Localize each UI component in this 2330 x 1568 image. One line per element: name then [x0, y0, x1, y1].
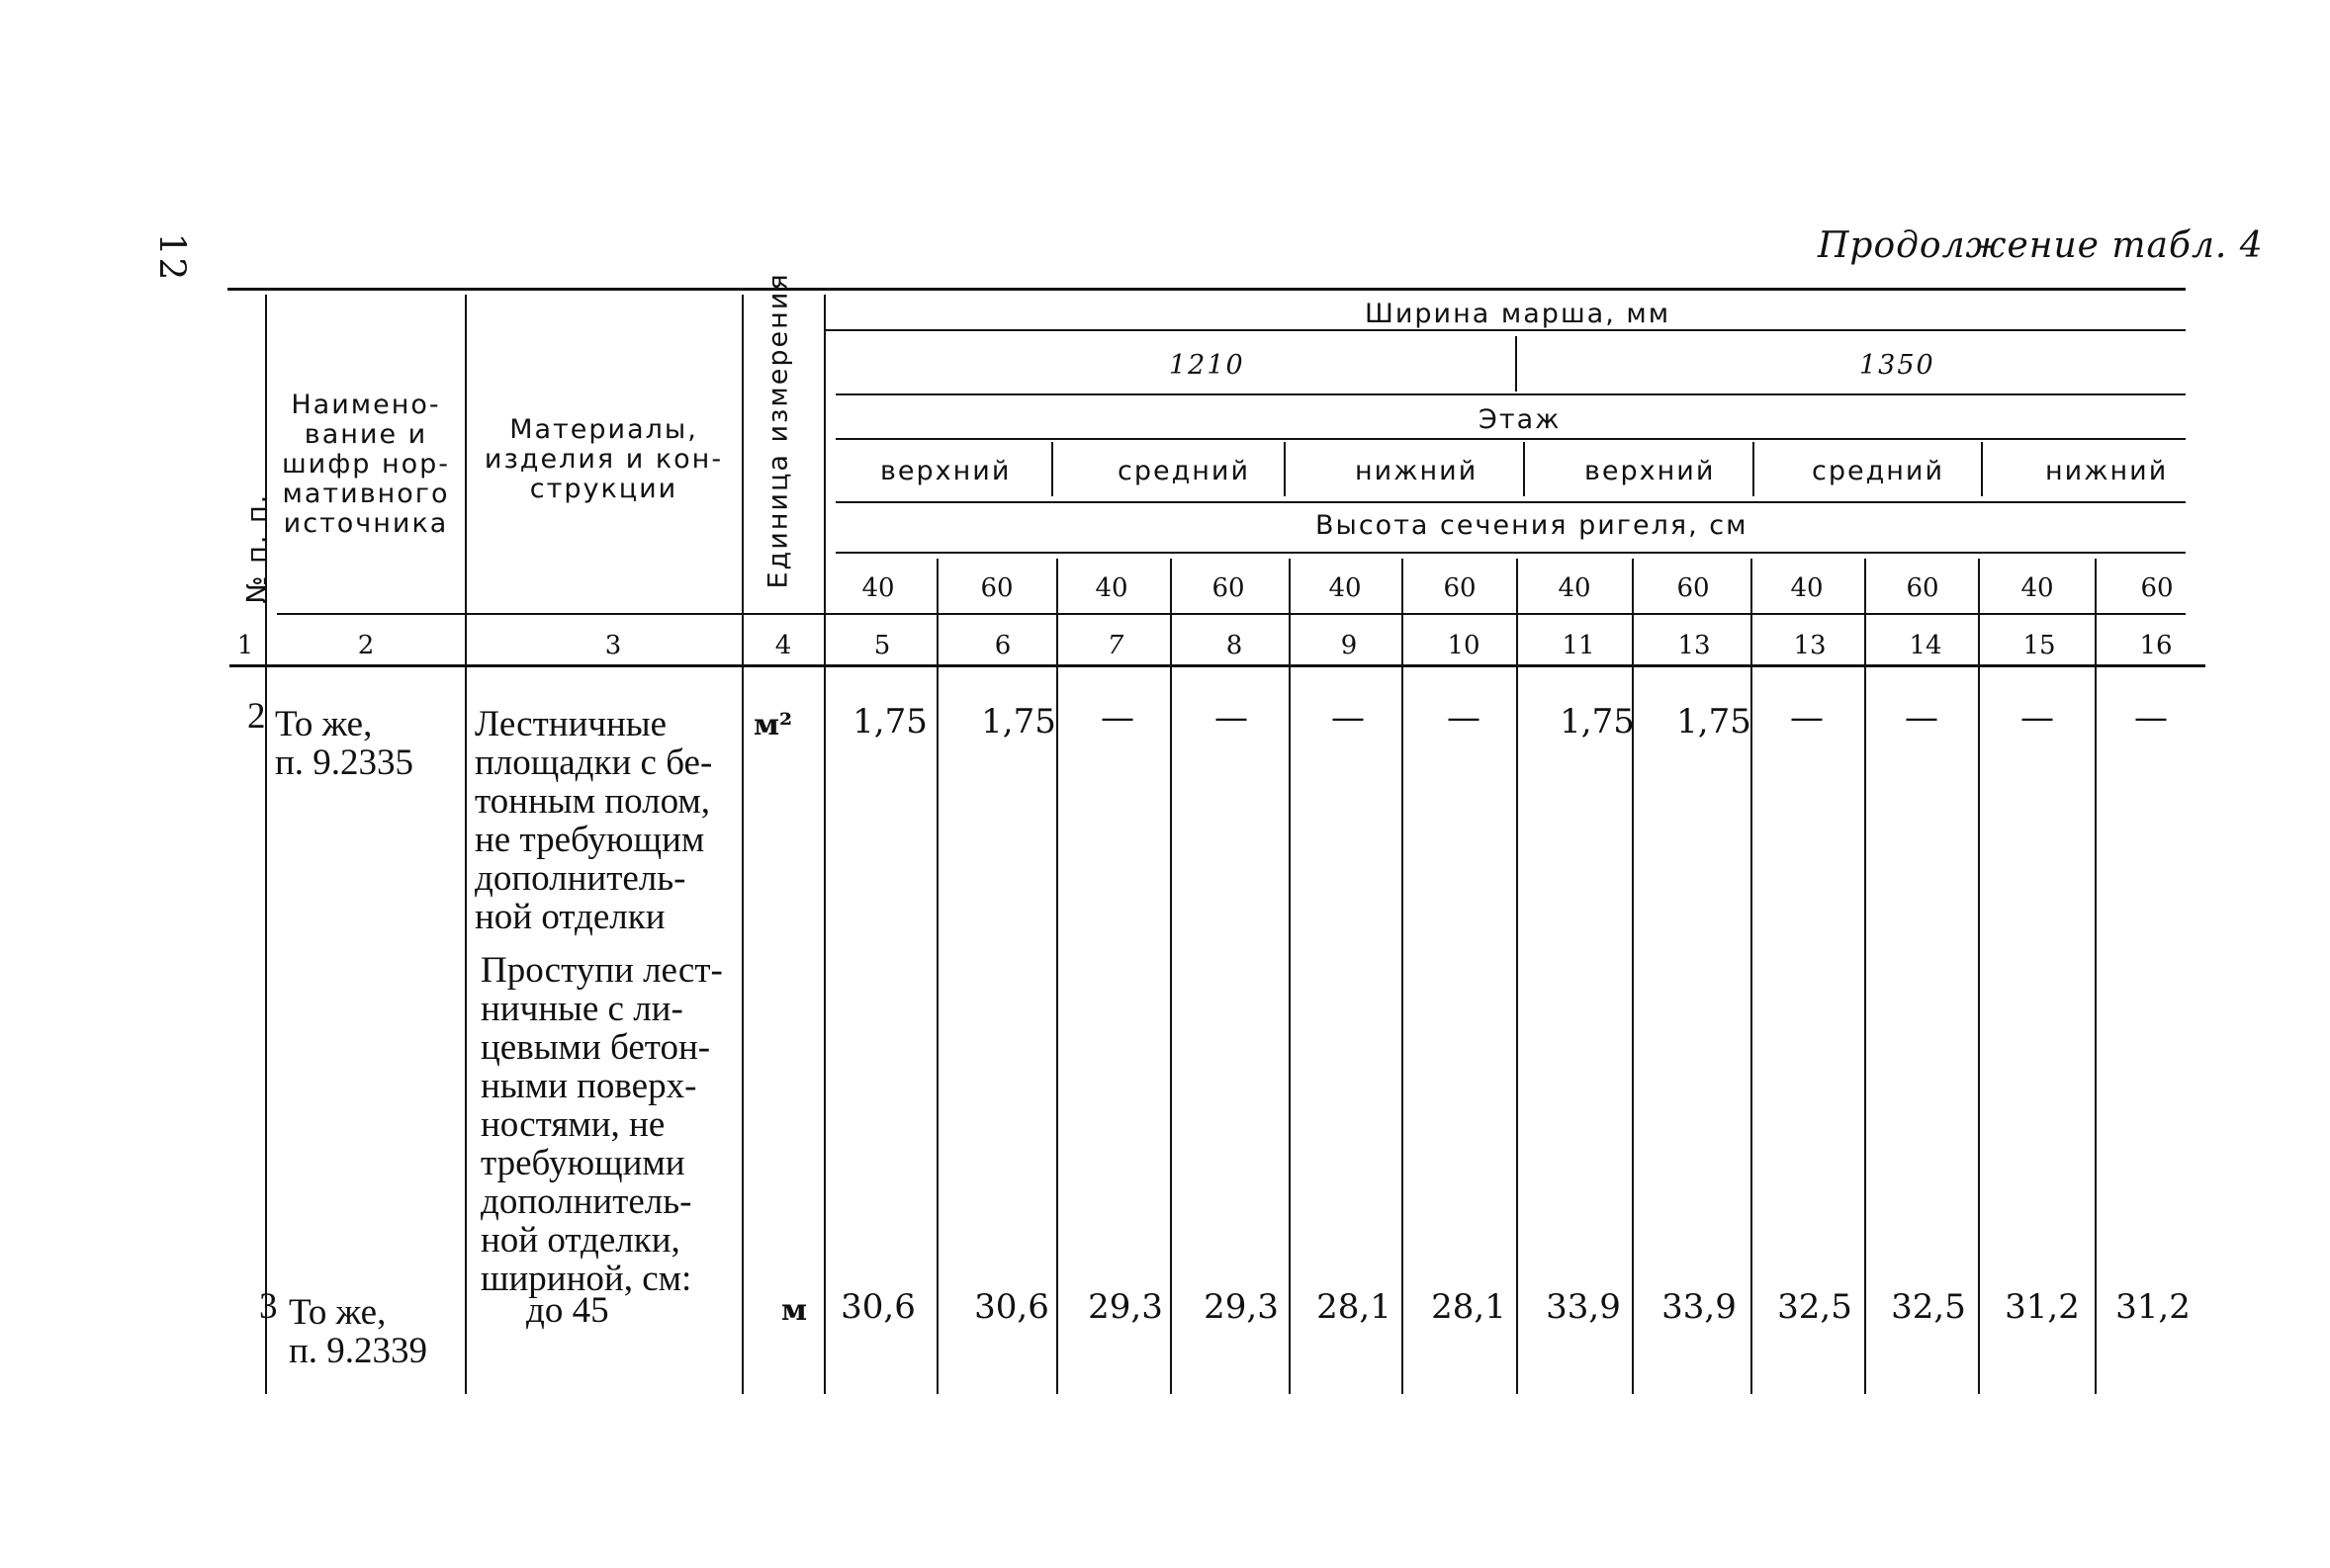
table-cell: 31,2 — [2115, 1287, 2191, 1327]
row-material: Лестничные площадки с бе- тонным полом, не требующим дополнитель- ной отделки — [475, 704, 713, 937]
header-width-1210: 1210 — [1169, 350, 1245, 381]
column-number: 2 — [357, 631, 375, 660]
column-number: 11 — [1562, 631, 1595, 660]
floor-label: нижний — [1355, 456, 1479, 486]
table-cell: 31,2 — [2005, 1287, 2080, 1327]
header-march-width: Ширина марша, мм — [1365, 299, 1671, 329]
table-cell: — — [2020, 698, 2054, 738]
floor-label: средний — [1118, 456, 1251, 486]
header-beam-height: Высота сечения ригеля, см — [1315, 510, 1748, 541]
table-cell: — — [1331, 698, 1365, 738]
table-cell: 1,75 — [852, 702, 928, 741]
table-cell: — — [1790, 698, 1824, 738]
row-number: 3 — [259, 1286, 278, 1327]
height-label: 60 — [1906, 573, 1939, 603]
table-cell: 1,75 — [1676, 702, 1751, 741]
header-floor: Этаж — [1479, 404, 1562, 435]
table-cell: — — [2134, 698, 2168, 738]
page-number: 12 — [150, 232, 192, 283]
height-label: 60 — [2140, 573, 2174, 603]
header-col3: Материалы, изделия и кон- струкции — [484, 414, 724, 504]
column-number: 13 — [1677, 631, 1711, 660]
height-label: 40 — [861, 573, 895, 603]
table-cell: 33,9 — [1546, 1287, 1621, 1327]
row-unit: м — [781, 1293, 808, 1328]
height-label: 40 — [1328, 573, 1362, 603]
row-material: до 45 — [526, 1290, 609, 1331]
table-caption: Продолжение табл. 4 — [1818, 225, 2264, 266]
table-cell: — — [1905, 698, 1938, 738]
table-cell: 30,6 — [974, 1287, 1049, 1327]
table-cell: 30,6 — [841, 1287, 916, 1327]
column-number: 7 — [1107, 631, 1124, 660]
column-number: 13 — [1793, 631, 1827, 660]
table-cell: 28,1 — [1431, 1287, 1506, 1327]
table-cell: 29,3 — [1204, 1287, 1279, 1327]
table-cell: 1,75 — [981, 702, 1056, 741]
floor-label: средний — [1812, 456, 1945, 486]
height-label: 40 — [1790, 573, 1824, 603]
table-cell: 29,3 — [1088, 1287, 1163, 1327]
column-number: 16 — [2139, 631, 2173, 660]
column-number: 10 — [1447, 631, 1480, 660]
floor-label: нижний — [2045, 456, 2169, 486]
table-cell: 32,5 — [1777, 1287, 1852, 1327]
table-cell: 1,75 — [1560, 702, 1635, 741]
height-label: 60 — [980, 573, 1014, 603]
column-number: 1 — [236, 631, 254, 660]
height-label: 40 — [1558, 573, 1591, 603]
height-label: 40 — [2020, 573, 2054, 603]
header-col2: Наимено- вание и шифр нор- мативного источника — [281, 390, 451, 539]
table-cell: 28,1 — [1316, 1287, 1391, 1327]
header-width-1350: 1350 — [1859, 350, 1935, 381]
column-number: 9 — [1340, 631, 1358, 660]
row-unit: м² — [754, 708, 793, 742]
group-label: Проступи лест- ничные с ли- цевыми бетон- ными поверх- ностями, не требующими дополнитель- ной отделки, шириной, см: — [481, 950, 723, 1299]
column-number: 4 — [774, 631, 792, 660]
column-number: 15 — [2022, 631, 2056, 660]
header-col4: Единица измерения — [762, 272, 794, 589]
floor-label: верхний — [1584, 456, 1716, 486]
table-cell: 33,9 — [1661, 1287, 1737, 1327]
table-cell: — — [1214, 698, 1248, 738]
table-cell: — — [1101, 698, 1134, 738]
header-col1: № п. п. — [241, 492, 273, 604]
row-source: То же, п. 9.2339 — [289, 1292, 428, 1371]
column-number: 3 — [604, 631, 622, 660]
column-number: 14 — [1909, 631, 1942, 660]
height-label: 60 — [1443, 573, 1477, 603]
height-label: 40 — [1095, 573, 1128, 603]
height-label: 60 — [1676, 573, 1710, 603]
floor-label: верхний — [880, 456, 1012, 486]
row-number: 2 — [247, 696, 266, 737]
column-number: 5 — [873, 631, 891, 660]
table-cell: — — [1447, 698, 1480, 738]
table-cell: 32,5 — [1891, 1287, 1966, 1327]
column-number: 6 — [994, 631, 1012, 660]
height-label: 60 — [1211, 573, 1245, 603]
row-source: То же, п. 9.2335 — [275, 704, 414, 783]
column-number: 8 — [1225, 631, 1243, 660]
